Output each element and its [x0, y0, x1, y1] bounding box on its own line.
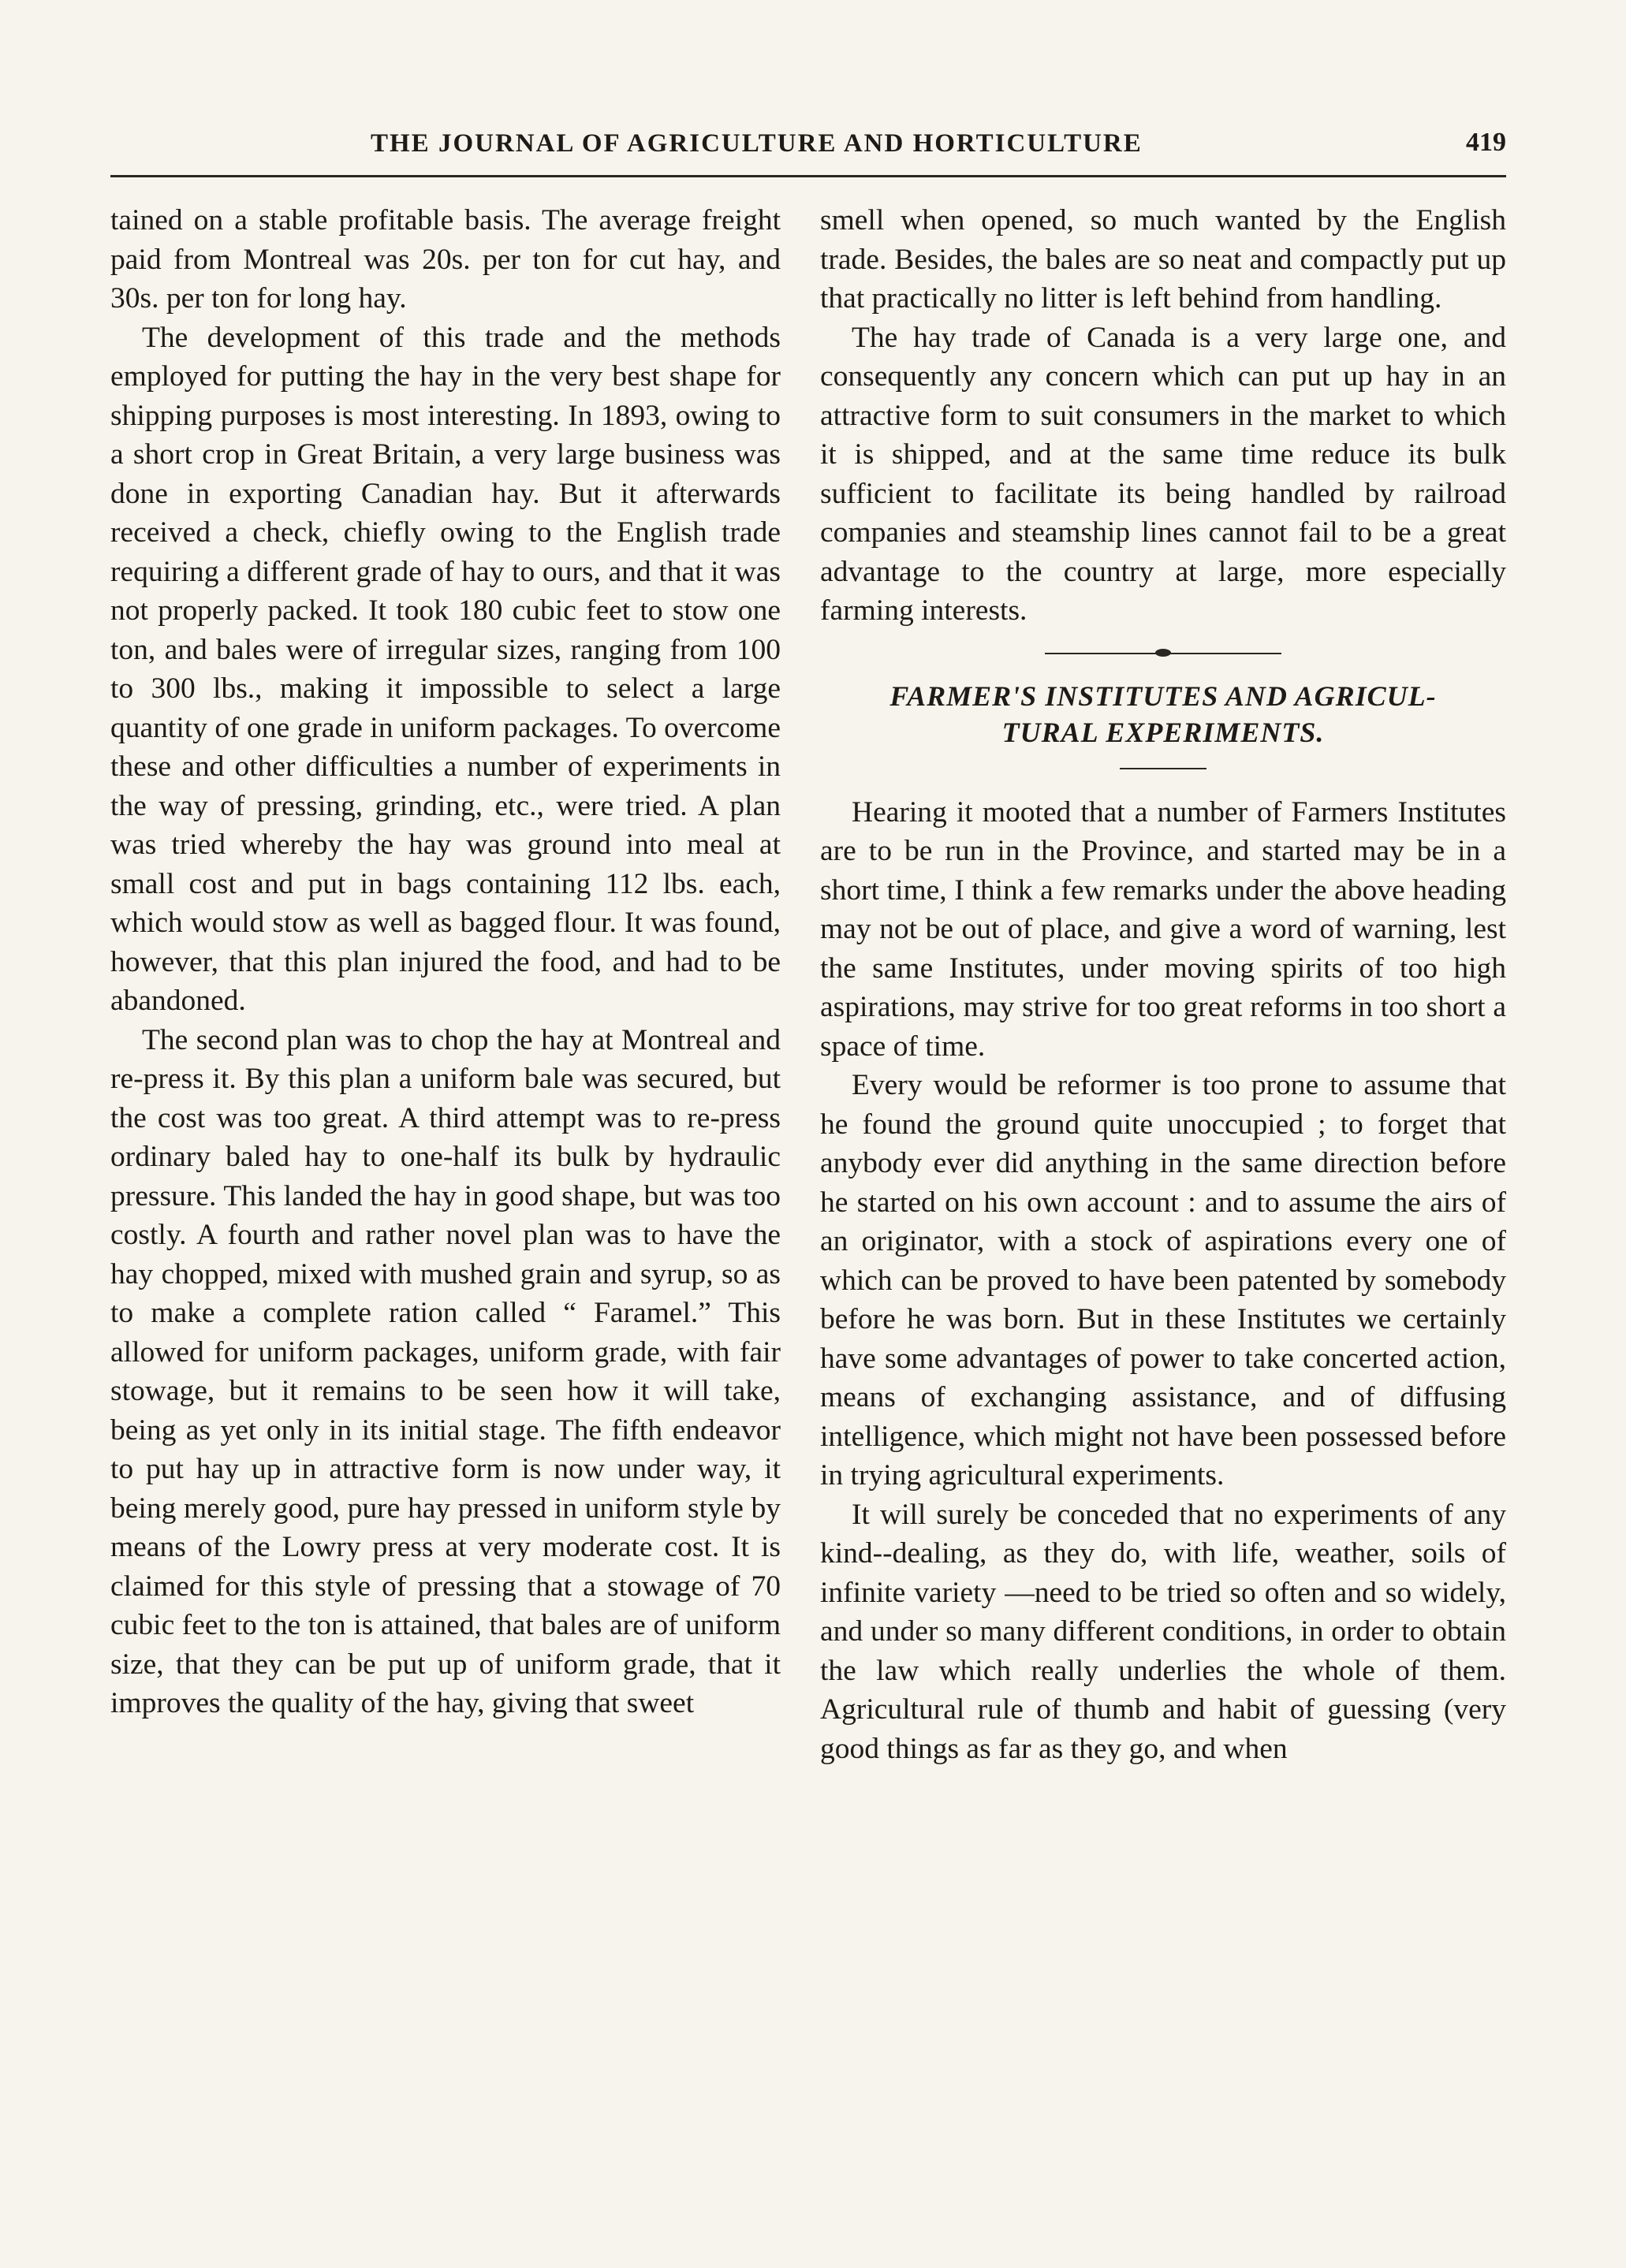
paragraph: The second plan was to chop the hay at Montreal and re-press it. By this plan a uniform bale was secured, but the cost was too great. A third attempt was to re-press ordinary baled hay to one-half its bulk by hydraulic pressure. This landed the hay in good shape, but was too costly. A fourth and rather novel plan was to have the hay chopped, mixed with mushed grain and syrup, so as to make a complete ration called “ Faramel.” This allowed for uniform packages, uniform grade, with fair stowage, but it remains to be seen how it will take, being as yet only in its initial stage. The fifth endeavor to put hay up in attractive form is now under way, it being merely good, pure hay pressed in uniform style by means of the Lowry press at very moderate cost. It is claimed for this style of pressing that a stowage of 70 cubic feet to the ton is attained, that bales are of uniform size, that they can be put up of uniform grade, that it improves the quality of the hay, giving that sweet — [110, 1023, 781, 1719]
paragraph: Every would be reformer is too prone to assume that he found the ground quite unoccupied ; to forget that anybody ever did anything in the same direction before he started on his own account : and to assume the airs of an originator, with a stock of aspirations every one of which can be proved to have been patented by somebody before he was born. But in these Institutes we certainly have some advantages of power to take concerted action, means of exchanging assistance, and of diffusing intelligence, which might not have been possessed before in trying agricultural experiments. — [820, 1069, 1506, 1492]
running-head — [110, 126, 1506, 173]
paragraph: The development of this trade and the methods employed for putting the hay in the very best shape for shipping purposes is most interesting. In 1893, owing to a short crop in Great Britain, a very large business was done in exporting Canadian hay. But it afterwards received a check, chiefly owing to the English trade requiring a different grade of hay to ours, and that it was not properly packed. It took 180 cubic feet to stow one ton, and bales were of irregular sizes, ranging from 100 to 300 lbs., making it impossible to select a large quantity of one grade in uniform packages. To overcome these and other difficulties a number of experiments in the way of pressing, grinding, etc., were tried. A plan was tried whereby the hay was ground into meal at small cost and put in bags containing 112 lbs. each, which would stow as well as bagged flour. It was found, however, that this plan injured the food, and had to be abandoned. — [110, 321, 781, 1017]
journal-title: THE JOURNAL OF AGRICULTURE AND HORTICULTURE — [371, 129, 1143, 158]
section-heading-line: FARMER'S INSTITUTES AND AGRICUL- — [889, 680, 1437, 712]
paragraph: Hearing it mooted that a number of Farmers Institutes are to be run in the Province, and started may be in a short time, I think a few remarks under the above heading may not be out of place, and give a word of warning, lest the same Institutes, under moving spirits of too high aspirations, may strive for too great reforms in too short a space of time. — [820, 795, 1506, 1063]
paragraph: smell when opened, so much wanted by the English trade. Besides, the bales are so neat and compactly put up that practically no litter is left behind from handling. — [820, 204, 1506, 315]
paragraph: tained on a stable profitable basis. The average freight paid from Montreal was 20s. per ton for cut hay, and 30s. per ton for long hay. — [110, 204, 781, 315]
right-column — [820, 201, 1506, 1768]
heading-rule — [1120, 768, 1206, 769]
left-column — [110, 201, 781, 1723]
ornament-divider — [1045, 653, 1281, 654]
page-number: 419 — [1466, 128, 1506, 157]
section-heading-line: TURAL EXPERIMENTS. — [1001, 716, 1325, 748]
section-heading — [820, 678, 1506, 750]
paragraph: It will surely be conceded that no experiments of any kind--dealing, as they do, with life, weather, soils of infinite variety —need to be tried so often and so widely, and under so many different conditions, in order to obtain the law which really underlies the whole of them. Agricultural rule of thumb and habit of guessing (very good things as far as they go, and when — [820, 1498, 1506, 1765]
paragraph: The hay trade of Canada is a very large one, and consequently any concern which can put up hay in an attractive form to suit consumers in the market to which it is shipped, and at the same time reduce its bulk sufficient to facilitate its being handled by railroad companies and steamship lines cannot fail to be a great advantage to the country at large, more especially farming interests. — [820, 321, 1506, 627]
header-rule — [110, 175, 1506, 177]
